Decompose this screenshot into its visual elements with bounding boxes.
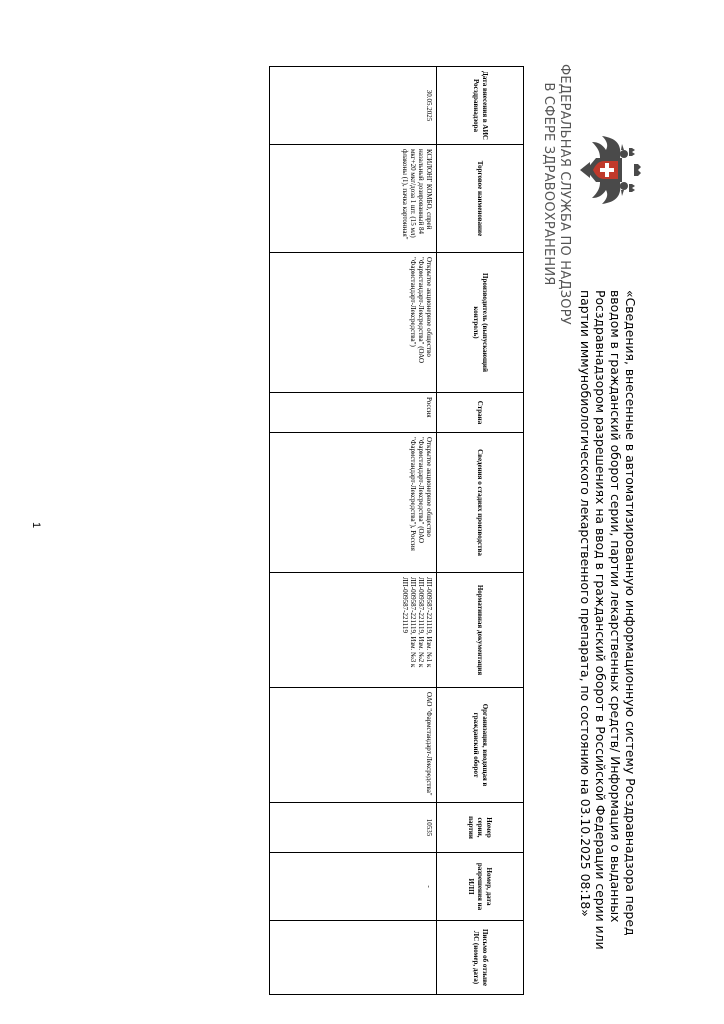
- column-header-organization: Организация, вводящая в гражданский оборот: [437, 688, 524, 803]
- registry-table: [269, 66, 524, 995]
- column-header-batch: Номер серии, партии: [437, 803, 524, 853]
- table-row: [270, 67, 437, 995]
- column-header-recall: Письмо об отзыве ЛС (номер, дата): [437, 921, 524, 995]
- column-header-manufacturer: Производитель (выпускающий контроль): [437, 253, 524, 393]
- column-header-production-stages: Сведения о стадиях производства: [437, 433, 524, 573]
- column-header-normative-docs: Нормативная документация: [437, 573, 524, 688]
- cell-date: 30.05.2025: [270, 67, 437, 145]
- cell-manufacturer: Открытое акционерное общество "Фармстандарт-Лексредства" (ОАО "Фармстандарт-Лексредства"): [270, 253, 437, 393]
- table-header-row: [437, 67, 524, 995]
- report-title: «Сведения, внесенные в автоматизированную информационную систему Росздравнадзора перед вводом в гражданский оборот серии, партии лекарственных средств/ Информация о выданных Росздравнадзором разрешениях на ввод в гражданский оборот в Российской Федерации серии или партии иммунобиологического лекарственного препарата, по состоянию на 03.10.2025 08:18»: [578, 290, 638, 950]
- cell-country: Россия: [270, 393, 437, 433]
- cell-permit: -: [270, 853, 437, 921]
- cell-production-stages: Открытое акционерное общество "Фармстандарт-Лексредства" (ОАО "Фармстандарт-Лексредства"), Россия: [270, 433, 437, 573]
- registry-table-container: [269, 66, 524, 995]
- column-header-date: Дата внесения в АИС Росздравнадзора: [437, 67, 524, 145]
- service-name-line1: ФЕДЕРАЛЬНАЯ СЛУЖБА ПО НАДЗОРУ: [557, 64, 572, 325]
- column-header-trade-name: Торговое наименование: [437, 145, 524, 253]
- column-header-permit: Номер, дата разрешения на ИЛП: [437, 853, 524, 921]
- cell-normative-docs: ЛП-009587-221119, Изм. №1 к ЛП-009587-221119, Изм. №2 к ЛП-009587-221119, Изм. №3 к ЛП-009587-221119: [270, 573, 437, 688]
- page-number: 1: [30, 522, 42, 529]
- cell-trade-name: КСИЛОНГ КОМБО, спрей назальный дозированный 84 мкг+20 мкг/доза 1 шт. (15 мл) флаконы (1), пачка картонная": [270, 145, 437, 253]
- cell-batch: 10535: [270, 803, 437, 853]
- column-header-country: Страна: [437, 393, 524, 433]
- cell-recall: [270, 921, 437, 995]
- cell-organization: ОАО "Фармстандарт-Лексредства": [270, 688, 437, 803]
- double-headed-eagle-emblem-icon: [578, 134, 642, 206]
- service-name-line2: В СФЕРЕ ЗДРАВООХРАНЕНИЯ: [541, 82, 556, 286]
